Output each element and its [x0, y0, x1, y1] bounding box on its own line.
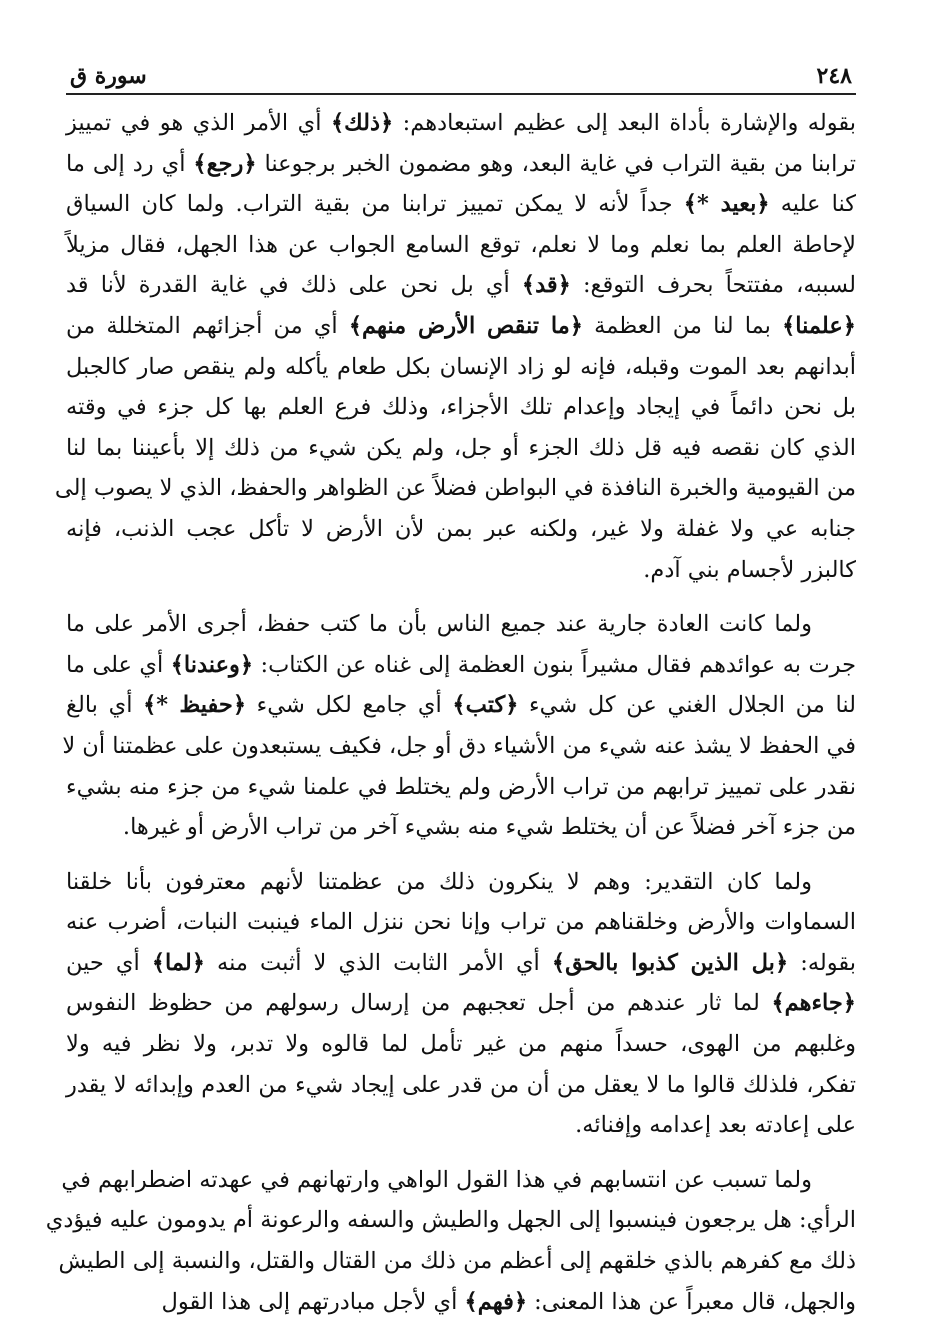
text-line: [58, 1241, 856, 1282]
text-segment: أي الأمر الثابت الذي لا أثبت منه: [204, 949, 552, 976]
text-segment: لنا من الجلال الغني عن كل شيء: [518, 692, 856, 719]
text-segment: لإحاطة العلم بما نعلم وما لا نعلم، توقع السامع الجواب عن هذا الجهل، فقال مزيلاً: [66, 231, 856, 258]
text-segment: أي حين: [66, 949, 152, 976]
quran-quote: ﴿بل الذين كذبوا بالحق﴾: [551, 949, 789, 976]
page-number: ٢٤٨: [816, 63, 852, 89]
text-segment: نقدر على تمييز ترابهم من تراب الأرض ولم يختلط في علمنا شيء من جزء منه بشيء: [66, 773, 856, 800]
text-segment: السماوات والأرض وخلقناهم من تراب وإنا نحن ننزل الماء فينبت النبات، أضرب عنه: [66, 909, 856, 936]
text-segment: والجهل، قال معبراً عن هذا المعنى:: [527, 1288, 856, 1315]
text-segment: أبدانهم بعد الموت وقبله، فإنه لو زاد الإنسان بكل طعام يأكله ولم ينقص صار كالجبل: [66, 353, 856, 380]
text-segment: أي من أجزائهم المتخللة من: [66, 312, 349, 339]
quran-quote: ﴿كتب﴾: [452, 692, 519, 719]
text-segment: أي الأمر الذي هو في تمييز: [66, 110, 331, 136]
text-line: [66, 767, 856, 808]
paragraph: [66, 862, 856, 1146]
text-segment: بقوله:: [788, 949, 857, 976]
text-segment: جداً لأنه لا يمكن تمييز ترابنا من بقية التراب. ولما كان السياق: [66, 191, 684, 218]
text-segment: من القيومية والخبرة النافذة في البواطن فضلاً عن الظواهر والحفظ، الذي لا يصوب إلى: [54, 475, 856, 502]
quran-quote: ﴿لما﴾: [151, 949, 205, 976]
text-line: [66, 685, 856, 726]
text-line: [66, 347, 856, 388]
text-line: [66, 983, 856, 1024]
text-segment: أي على ما: [66, 651, 171, 678]
text-segment: بل نحن دائماً في إيجاد وإعدام تلك الأجزاء، وذلك فرع العلم بها كل جزء في وقته: [66, 394, 856, 421]
text-segment: كنا عليه: [769, 191, 856, 218]
text-line: [62, 726, 856, 767]
text-line: [66, 1065, 856, 1106]
quran-quote: ﴿ذلك﴾: [330, 110, 394, 136]
text-segment: تفكر، فلذلك قالوا ما لا يعقل من أن من قدر على إيجاد شيء من العدم وإبدائه لا يقدر: [66, 1071, 856, 1098]
text-line: [66, 1105, 856, 1146]
text-segment: بما لنا من العظمة: [582, 312, 783, 339]
text-segment: أي رد إلى ما: [66, 150, 194, 177]
text-segment: الرأي: هل يرجعون فينسبوا إلى الجهل والطيش والسفه والرعونة أم يدومون عليه فيؤدي: [45, 1207, 856, 1234]
text-segment: وغلبهم من الهوى، حسداً منهم من غير تأمل لما قالوه ولا تدبر، ولا نظر فيه ولا: [66, 1031, 856, 1058]
quran-quote: ﴿فهم﴾: [464, 1288, 528, 1315]
text-line: [66, 807, 856, 848]
text-line: [66, 550, 856, 591]
text-line: [66, 1024, 856, 1065]
body-text: [45, 103, 857, 1322]
text-line: [66, 103, 856, 144]
text-line: [66, 428, 856, 469]
text-segment: ولما تسبب عن انتسابهم في هذا القول الواهي وارتهانهم في عهدته اضطرابهم في: [61, 1166, 812, 1193]
paragraph: [45, 1160, 856, 1322]
text-line: [66, 902, 856, 943]
quran-quote: ﴿وعندنا﴾: [170, 651, 254, 678]
text-line: [54, 468, 856, 509]
text-line: [66, 387, 856, 428]
text-line: [66, 265, 856, 306]
paragraph: [54, 103, 856, 590]
text-line: [66, 509, 856, 550]
quran-quote: ﴿علمنا﴾: [782, 312, 856, 339]
text-line: [66, 1282, 856, 1323]
quran-quote: ﴿ما تنقص الأرض منهم﴾: [348, 312, 583, 339]
quran-quote: ﴿رجع﴾: [193, 150, 257, 177]
text-segment: جنابه عي ولا غفلة ولا غير، ولكنه عبر بمن لأن الأرض لا تأكل عجب الذنب، فإنه: [66, 515, 856, 542]
text-segment: أي لأجل مبادرتهم إلى هذا القول: [161, 1288, 465, 1315]
text-segment: ذلك مع كفرهم بالذي خلقهم إلى أعظم من ذلك من القتال والقتل، والنسبة إلى الطيش: [58, 1248, 856, 1275]
text-line: [66, 862, 856, 903]
text-line: [66, 645, 856, 686]
quran-quote: ﴿بعيد *﴾: [683, 191, 770, 218]
text-segment: في الحفظ لا يشذ عنه شيء من الأشياء دق أو جل، فكيف يستبعدون على عظمتنا أن لا: [62, 732, 856, 759]
text-segment: ولما كان التقدير: وهم لا ينكرون ذلك من عظمتنا لأنهم معترفون بأنا خلقنا: [66, 868, 812, 895]
text-line: [66, 604, 856, 645]
quran-quote: ﴿حفيظ *﴾: [143, 692, 247, 719]
surah-title: سورة ق: [70, 63, 147, 89]
book-page: [45, 55, 857, 1325]
text-line: [61, 1160, 856, 1201]
running-header: [66, 55, 856, 89]
text-line: [66, 306, 856, 347]
text-segment: على إعادته بعد إعدامه وإفنائه.: [575, 1112, 856, 1139]
text-segment: أي بل نحن على ذلك في غاية القدرة لأنا قد: [66, 272, 522, 299]
text-segment: بقوله والإشارة بأداة البعد إلى عظيم استبعادهم:: [393, 110, 856, 136]
header-rule: [66, 93, 856, 95]
text-line: [45, 1200, 856, 1241]
text-segment: جرت به عوائدهم فقال مشيراً بنون العظمة إلى غناه عن الكتاب:: [253, 651, 856, 678]
quran-quote: ﴿جاءهم﴾: [771, 990, 856, 1017]
text-segment: ولما كانت العادة جارية عند جميع الناس بأن ما كتب حفظ، أجرى الأمر على ما: [66, 611, 812, 638]
paragraph: [62, 604, 856, 848]
text-segment: لما ثار عندهم من أجل تعجبهم من إرسال رسولهم من حظوظ النفوس: [66, 990, 772, 1017]
text-segment: أي بالغ: [66, 692, 144, 719]
text-segment: أي جامع لكل شيء: [246, 692, 453, 719]
text-segment: من جزء آخر فضلاً عن أن يختلط شيء منه بشيء آخر من تراب الأرض أو غيرها.: [122, 814, 856, 841]
text-segment: لسببه، مفتتحاً بحرف التوقع:: [570, 272, 856, 299]
quran-quote: ﴿قد﴾: [521, 272, 571, 299]
text-line: [66, 144, 856, 185]
text-line: [66, 943, 856, 984]
text-segment: الذي كان نقصه فيه قل ذلك الجزء أو جل، ولم يكن شيء من ذلك إلا بأعيننا بما لنا: [66, 434, 856, 461]
text-line: [66, 225, 856, 266]
text-line: [66, 184, 856, 225]
text-segment: كالبزر لأجسام بني آدم.: [643, 556, 856, 583]
text-segment: ترابنا من بقية التراب في غاية البعد، وهو مضمون الخبر برجوعنا: [256, 150, 856, 177]
